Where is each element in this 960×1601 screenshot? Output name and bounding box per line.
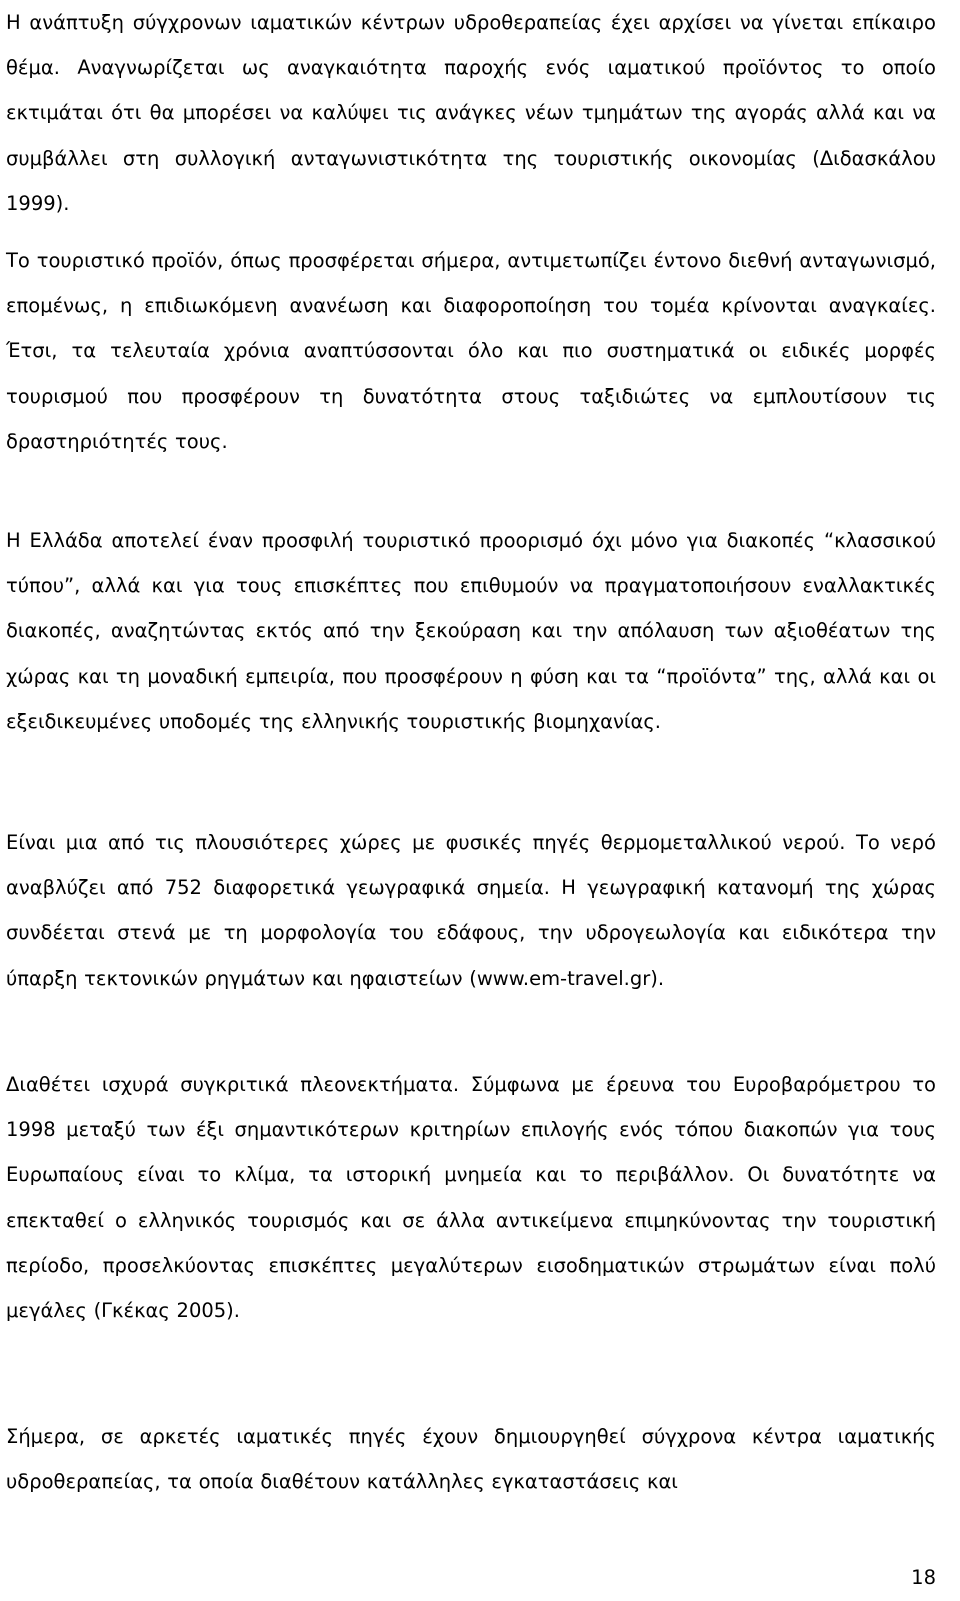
paragraph: Η ανάπτυξη σύγχρονων ιαματικών κέντρων υδροθεραπείας έχει αρχίσει να γίνεται επίκαιρο θέμα. Αναγνωρίζεται ως αναγκαιότητα παροχής ενός ιαματικού προϊόντος το οποίο εκτιμάται ότι θα μπορέσει να καλύψει τις ανάγκες νέων τμημάτων της αγοράς αλλά και να συμβάλλει στη συλλογική ανταγωνιστικότητα της τουριστικής οικονομίας (Διδασκάλου 1999). <box>6 11 936 215</box>
page-number: 18 <box>911 1566 936 1589</box>
paragraph: Σήμερα, σε αρκετές ιαματικές πηγές έχουν δημιουργηθεί σύγχρονα κέντρα ιαματικής υδροθεραπείας, τα οποία διαθέτουν κατάλληλες εγκαταστάσεις και <box>6 1425 936 1494</box>
paragraph: Διαθέτει ισχυρά συγκριτικά πλεονεκτήματα. Σύμφωνα με έρευνα του Ευροβαρόμετρου το 1998 μεταξύ των έξι σημαντικότερων κριτηρίων επιλογής ενός τόπου διακοπών για τους Ευρωπαίους είναι το κλίμα, τα ιστορική μνημεία και το περιβάλλον. Οι δυνατότητε να επεκταθεί ο ελληνικός τουρισμός και σε άλλα αντικείμενα επιμηκύνοντας την τουριστική περίοδο, προσελκύοντας επισκέπτες μεγαλύτερων εισοδηματικών στρωμάτων είναι πολύ μεγάλες (Γκέκας 2005). <box>6 1073 936 1323</box>
paragraph: Το τουριστικό προϊόν, όπως προσφέρεται σήμερα, αντιμετωπίζει έντονο διεθνή ανταγωνισμό, επομένως, η επιδιωκόμενη ανανέωση και διαφοροποίηση του τομέα κρίνονται αναγκαίες. Έτσι, τα τελευταία χρόνια αναπτύσσονται όλο και πιο συστηματικά οι ειδικές μορφές τουρισμού που προσφέρουν τη δυνατότητα στους ταξιδιώτες να εμπλουτίσουν τις δραστηριότητές τους. <box>6 249 936 453</box>
paragraph: Η Ελλάδα αποτελεί έναν προσφιλή τουριστικό προορισμό όχι μόνο για διακοπές “κλασσικού τύπου”, αλλά και για τους επισκέπτες που επιθυμούν να πραγματοποιήσουν εναλλακτικές διακοπές, αναζητώντας εκτός από την ξεκούραση και την απόλαυση των αξιοθέατων της χώρας και τη μοναδική εμπειρία, που προσφέρουν η φύση και τα “προϊόντα” της, αλλά και οι εξειδικευμένες υποδομές της ελληνικής τουριστικής βιομηχανίας. <box>6 529 936 733</box>
paragraph: Είναι μια από τις πλουσιότερες χώρες με φυσικές πηγές θερμομεταλλικού νερού. Το νερό αναβλύζει από 752 διαφορετικά γεωγραφικά σημεία. Η γεωγραφική κατανομή της χώρας συνδέεται στενά με τη μορφολογία του εδάφους, την υδρογεωλογία και ειδικότερα την ύπαρξη τεκτονικών ρηγμάτων και ηφαιστείων (www.em-travel.gr). <box>6 831 936 990</box>
